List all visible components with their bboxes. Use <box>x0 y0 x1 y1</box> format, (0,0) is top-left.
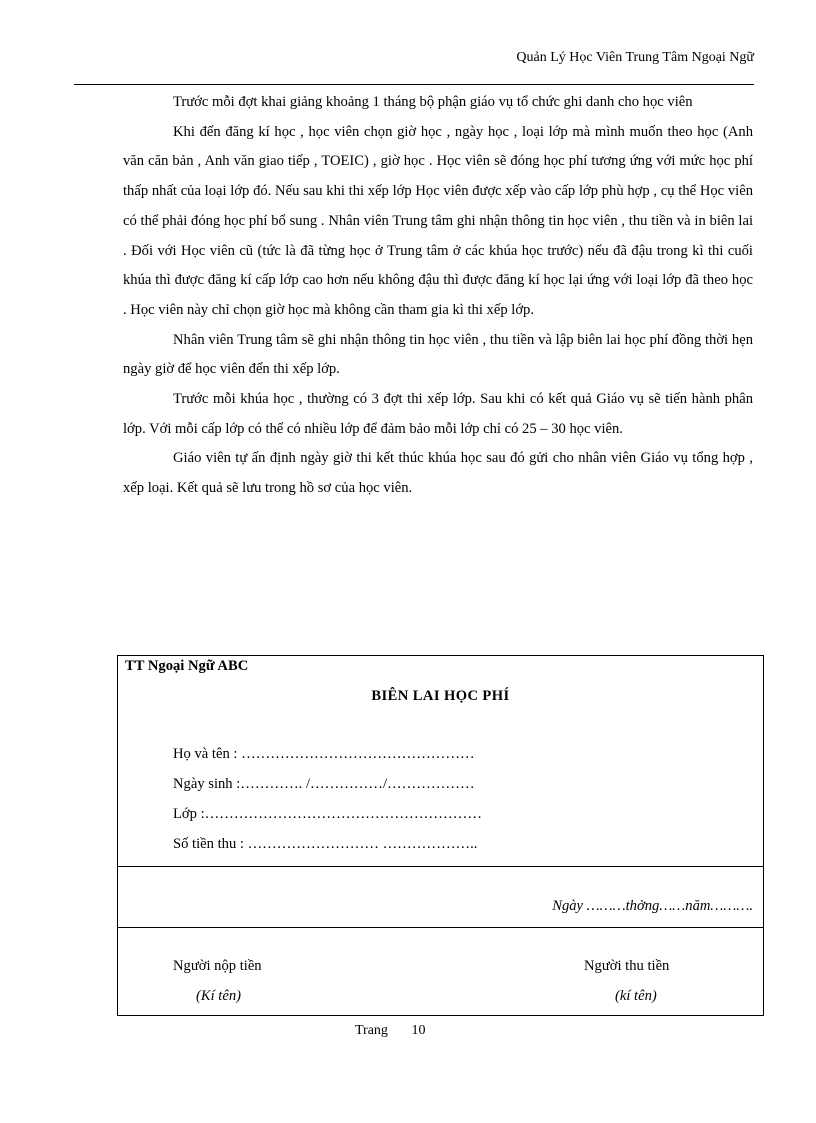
paragraph: Trước mỗi khúa học , thường có 3 đợt thi xếp lớp. Sau khi có kết quả Giáo vụ sẽ tiến hành phân lớp. Với mỗi cấp lớp có thể có nhiều lớp để đảm bảo mỗi lớp chỉ có 25 – 30 học viên. <box>123 391 753 437</box>
page-header-title: Quản Lý Học Viên Trung Tâm Ngoại Ngữ <box>516 50 754 65</box>
paragraph: Nhân viên Trung tâm sẽ ghi nhận thông tin học viên , thu tiền và lập biên lai học phí đồng thời hẹn ngày giờ để học viên đến thi xếp lớp. <box>123 331 753 378</box>
paragraph: Giáo viên tự ấn định ngày giờ thi kết thúc khúa học sau đó gửi cho nhân viên Giáo vụ tổng hợp , xếp loại. Kết quả sẽ lưu trong hồ sơ của học viên. <box>123 450 753 497</box>
divider <box>118 927 763 928</box>
payer-note: (Kí tên) <box>196 988 241 1004</box>
divider <box>118 866 763 867</box>
receipt-title: BIÊN LAI HỌC PHÍ <box>371 688 510 704</box>
paragraph: Trước mỗi đợt khai giảng khoảng 1 tháng bộ phận giáo vụ tổ chức ghi danh cho học viên <box>173 94 693 110</box>
date-line: Ngày ………thởng……năm………. <box>552 898 753 914</box>
payer-label: Người nộp tiền <box>173 958 262 974</box>
receiver-label: Người thu tiền <box>584 958 670 974</box>
paragraph: Khi đến đăng kí học , học viên chọn giờ học , ngày học , loại lớp mà mình muốn theo học (Anh văn căn bản , Anh văn giao tiếp , TOEIC) , giờ học . Học viên sẽ đóng học phí tương ứng với mức học phí thấp nhất của loại lớp đó. Nếu sau khi thi xếp lớp Học viên được xếp vào cấp lớp phù hợp , cụ thể Học viên có thể phải đóng học phí bổ sung . Nhân viên Trung tâm ghi nhận thông tin học viên , thu tiền và in biên lai . Đối với Học viên cũ (tức là đã từng học ở Trung tâm ở các khúa học trước) nếu đã đậu trong kì thi cuối khúa thì được đăng kí cấp lớp cao hơn nếu không đậu thì được đăng kí học lại ứng với loại lớp đã theo học . Học viên này chỉ chọn giờ học mà không cần tham gia kì thi xếp lớp. <box>123 123 753 318</box>
receiver-note: (kí tên) <box>615 988 657 1004</box>
name-field: Họ và tên : ………………………………………… <box>173 746 475 762</box>
page-label: Trang <box>355 1023 388 1038</box>
receipt-form <box>117 655 764 1016</box>
class-field: Lớp :………………………………………………… <box>173 806 482 822</box>
page-footer <box>355 1023 425 1039</box>
page-number: 10 <box>411 1023 426 1038</box>
dob-field: Ngày sinh :…………. /……………/……………… <box>173 776 475 792</box>
header-rule <box>74 84 754 85</box>
body-text <box>123 88 753 504</box>
amount-field: Số tiền thu : ……………………… ……………….. <box>173 836 478 852</box>
center-name: TT Ngoại Ngữ ABC <box>125 658 249 674</box>
